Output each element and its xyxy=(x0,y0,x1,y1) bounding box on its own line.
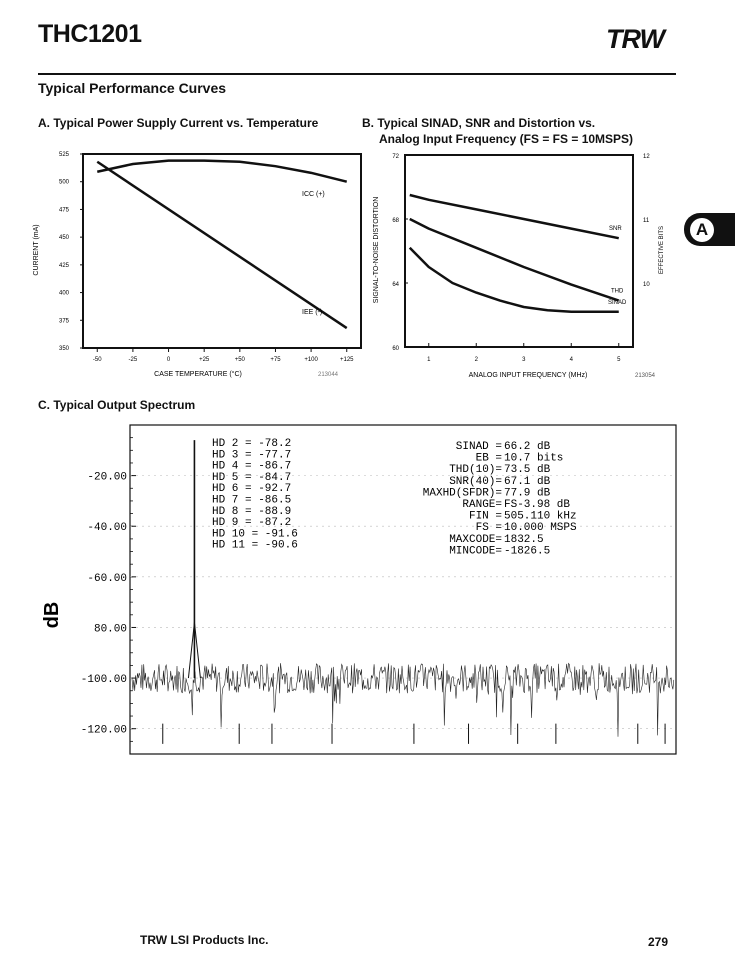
chart-b-x-tick-label: 5 xyxy=(617,357,621,363)
chart-a xyxy=(30,140,354,385)
chart-b-y2-tick-label: 10 xyxy=(643,282,650,288)
chart-a-ylabel: CURRENT (mA) xyxy=(33,224,40,276)
chart-c-stat-value: -1826.5 xyxy=(504,545,551,558)
chart-a-x-tick-label: +75 xyxy=(270,357,281,363)
footer-company: TRW LSI Products Inc. xyxy=(140,933,269,947)
tab-letter: A xyxy=(690,218,714,242)
chart-a-x-tick-label: +50 xyxy=(234,357,245,363)
chart-c-stat-label: THD(10)= xyxy=(449,464,502,477)
chart-a-y-tick-label: 375 xyxy=(58,318,69,325)
chart-b-series-line-sinad xyxy=(410,248,619,312)
chart-c-stat-label: MINCODE= xyxy=(449,545,502,558)
chart-c-harmonic-readout: HD 11 = -90.6 xyxy=(212,539,298,552)
chart-c-harmonic-readout: HD 2 = -78.2 xyxy=(212,438,292,450)
chart-c-harmonic-readout: HD 5 = -84.7 xyxy=(212,471,292,484)
chart-c-harmonic-readout: HD 10 = -91.6 xyxy=(212,528,298,541)
chart-a-series-line-iee xyxy=(97,162,346,328)
chart-b-title-line1: B. Typical SINAD, SNR and Distortion vs. xyxy=(362,116,596,130)
chart-c-stat-value: 505.110 kHz xyxy=(504,510,577,523)
section-tab xyxy=(684,213,735,246)
chart-b-y-tick-label: 64 xyxy=(392,282,399,288)
chart-b-y-tick-label: 68 xyxy=(392,218,399,224)
chart-a-x-tick-label: +25 xyxy=(199,357,210,363)
chart-c-title: C. Typical Output Spectrum xyxy=(38,398,196,412)
chart-c-stat-label: SNR(40)= xyxy=(449,475,502,488)
chart-a-y-tick-label: 450 xyxy=(58,235,69,242)
chart-a-y-tick-label: 525 xyxy=(58,152,69,158)
header-rule xyxy=(38,73,676,75)
part-number: THC1201 xyxy=(38,20,142,48)
chart-c-noise-floor xyxy=(132,663,674,737)
chart-a-x-tick-label: -25 xyxy=(128,357,138,363)
chart-a-x-tick-label: 0 xyxy=(166,357,171,363)
chart-a-x-tick-label: +125 xyxy=(339,357,354,363)
chart-b-legend-thd: THD xyxy=(611,288,624,295)
section-title: Typical Performance Curves xyxy=(38,80,227,96)
chart-b-legend-snr: SNR xyxy=(609,226,622,233)
chart-c-stat-value: 10.7 bits xyxy=(504,452,564,465)
chart-b-figure-number: 213054 xyxy=(635,373,656,379)
chart-b-legend-sinad: SINAD xyxy=(608,299,627,306)
chart-c-harmonic-readout: HD 9 = -87.2 xyxy=(212,517,292,530)
chart-b-series-line-snr xyxy=(410,195,619,238)
chart-c-stat-label: EB = xyxy=(475,452,502,465)
chart-c-y-tick-label: -120.00 xyxy=(80,724,127,737)
chart-c-stat-value: 66.2 dB xyxy=(504,441,551,453)
chart-b-ylabel: SIGNAL-TO-NOISE DISTORTION xyxy=(373,196,380,304)
chart-a-y-tick-label: 425 xyxy=(58,262,69,269)
chart-c-stat-value: FS-3.98 dB xyxy=(504,499,571,511)
chart-a-y-tick-label: 475 xyxy=(58,207,69,214)
chart-b-title-line2: Analog Input Frequency (FS = FS = 10MSPS) xyxy=(379,132,634,146)
chart-c-stat-value: 77.9 dB xyxy=(504,487,551,500)
chart-b-y2-tick-label: 11 xyxy=(643,218,650,224)
chart-b-y2label: EFFECTIVE BITS xyxy=(659,225,665,275)
trw-logo: TRW xyxy=(606,24,664,54)
chart-b xyxy=(360,150,680,390)
chart-b-xlabel: ANALOG INPUT FREQUENCY (MHz) xyxy=(468,372,588,379)
chart-b-x-tick-label: 4 xyxy=(569,357,573,363)
chart-c-stat-label: MAXCODE= xyxy=(449,533,502,546)
chart-c-stat-value: 10.000 MSPS xyxy=(504,522,577,535)
chart-c-y-tick-label: -60.00 xyxy=(87,572,127,585)
chart-c-stat-label: MAXHD(SFDR)= xyxy=(422,487,502,500)
chart-c xyxy=(40,420,680,760)
chart-a-title: A. Typical Power Supply Current vs. Temperature xyxy=(38,116,319,130)
chart-b-x-tick-label: 3 xyxy=(522,357,526,363)
chart-c-stat-value: 73.5 dB xyxy=(504,464,551,477)
chart-a-frame xyxy=(83,154,361,348)
chart-a-x-tick-label: -50 xyxy=(92,357,102,363)
chart-c-stat-value: 67.1 dB xyxy=(504,475,551,488)
chart-c-ylabel: dB xyxy=(41,601,63,629)
chart-c-harmonic-readout: HD 6 = -92.7 xyxy=(212,483,292,496)
chart-c-stat-label: FS = xyxy=(475,522,502,535)
chart-c-y-tick-label: -100.00 xyxy=(80,674,127,687)
chart-c-stat-label: RANGE= xyxy=(462,499,502,511)
chart-a-xlabel: CASE TEMPERATURE (°C) xyxy=(154,371,242,378)
chart-c-harmonic-readout: HD 8 = -88.9 xyxy=(212,505,292,518)
chart-c-y-tick-label: -20.00 xyxy=(87,471,127,484)
chart-a-series-line-icc xyxy=(97,161,346,182)
chart-b-y2-tick-label: 12 xyxy=(643,154,650,160)
page-number: 279 xyxy=(648,935,669,949)
chart-c-harmonic-readout: HD 4 = -86.7 xyxy=(212,460,292,473)
chart-c-harmonic-readout: HD 3 = -77.7 xyxy=(212,449,292,462)
chart-a-figure-number: 213044 xyxy=(318,372,339,378)
chart-a-y-tick-label: 400 xyxy=(58,290,69,297)
chart-b-x-tick-label: 2 xyxy=(474,357,478,363)
chart-b-y-tick-label: 60 xyxy=(392,346,399,352)
chart-c-stat-label: FIN = xyxy=(468,510,502,523)
chart-a-y-tick-label: 350 xyxy=(58,346,69,352)
chart-a-legend-icc: ICC (+) xyxy=(302,191,325,198)
chart-c-y-tick-label: -40.00 xyxy=(87,522,127,535)
chart-a-legend-iee: IEE (-) xyxy=(302,309,323,316)
chart-c-y-tick-label: 80.00 xyxy=(93,623,127,636)
chart-c-harmonic-readout: HD 7 = -86.5 xyxy=(212,494,292,507)
chart-c-stat-value: 1832.5 xyxy=(504,533,544,546)
chart-b-x-tick-label: 1 xyxy=(427,357,431,363)
chart-b-y-tick-label: 72 xyxy=(392,154,399,160)
chart-a-y-tick-label: 500 xyxy=(58,179,69,186)
chart-b-frame xyxy=(405,155,633,347)
chart-c-stat-label: SINAD = xyxy=(455,441,502,453)
chart-a-x-tick-label: +100 xyxy=(304,357,318,363)
